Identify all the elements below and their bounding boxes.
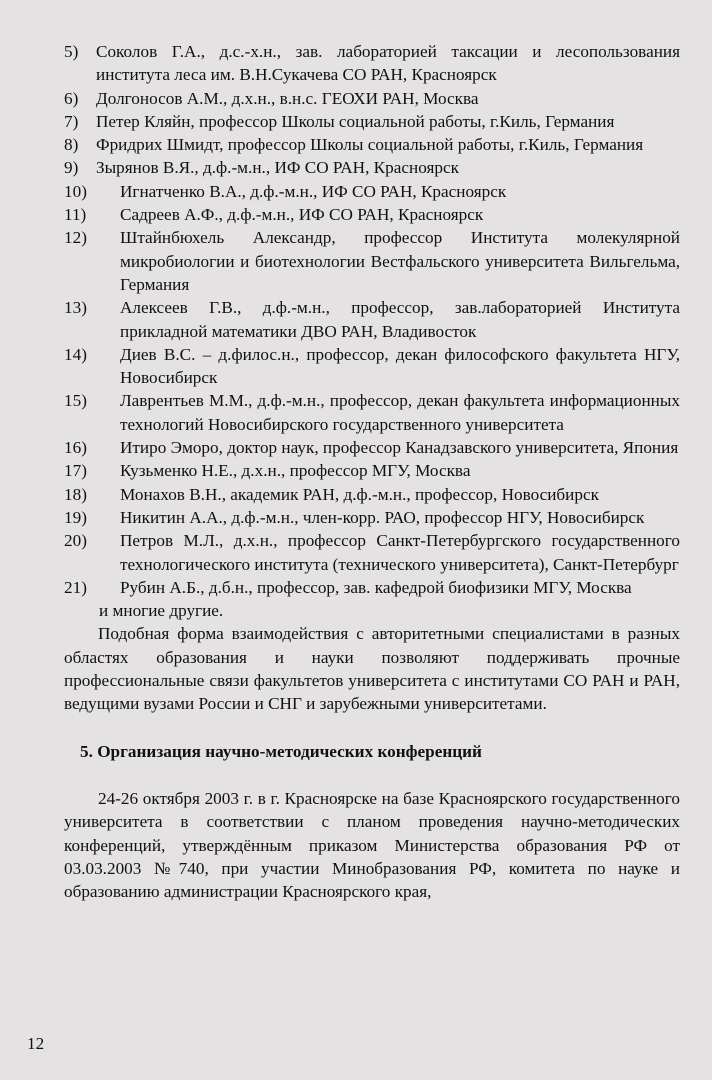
list-item <box>64 87 680 110</box>
list-item-text: Штайнбюхель Александр, профессор Института молекулярной микробиологии и биотехнологии Вестфальского университета Вильгельма, Германия <box>120 228 680 294</box>
list-item-text: Никитин А.А., д.ф.-м.н., член-корр. РАО, профессор НГУ, Новосибирск <box>120 507 645 527</box>
list-item <box>64 40 680 87</box>
list-item <box>64 110 680 133</box>
list-item-text: Диев В.С. – д.филос.н., профессор, декан философского факультета НГУ, Новосибирск <box>120 344 680 388</box>
list-item-number: 12) <box>64 228 87 248</box>
list-item-text: Рубин А.Б., д.б.н., профессор, зав. кафедрой биофизики МГУ, Москва <box>120 577 632 597</box>
list-item <box>64 389 680 436</box>
list-item-number: 13) <box>64 298 87 318</box>
list-item <box>64 506 680 529</box>
list-item-number: 11) <box>64 205 87 225</box>
list-item-text: Лаврентьев М.М., д.ф.-м.н., профессор, декан факультета информационных технологий Новосибирского государственного университета <box>120 391 680 434</box>
paragraph-conference: 24-26 октября 2003 г. в г. Красноярске на базе Красноярского государственного университета в соответствии с планом проведения научно-методических конференций, утверждённым приказом Министерства образования РФ от 03.03.2003 №740, при участии Минобразования РФ, комитета по науке и образованию администрации Красноярского края, <box>64 788 680 902</box>
list-item <box>64 529 680 576</box>
list-item-number: 21) <box>64 577 87 597</box>
list-item-text: Кузьменко Н.Е., д.х.н., профессор МГУ, Москва <box>120 461 471 481</box>
list-item-number: 10) <box>64 181 87 201</box>
list-item <box>64 576 680 599</box>
list-item-number: 17) <box>64 461 87 481</box>
list-item-number: 8) <box>64 135 79 155</box>
list-item <box>64 343 680 390</box>
list-item-number: 20) <box>64 531 87 551</box>
list-item <box>64 459 680 482</box>
list-item-text: Соколов Г.А., д.с.-х.н., зав. лабораторией таксации и лесопользования института леса им. В.Н.Сукачева СО РАН, Красноярск <box>96 42 680 85</box>
list-item-number: 7) <box>64 111 79 131</box>
list-item-number: 15) <box>64 391 87 411</box>
speaker-list <box>64 40 680 599</box>
list-item <box>64 226 680 296</box>
list-item-number: 5) <box>64 42 79 61</box>
list-item-text: Итиро Эморо, доктор наук, профессор Канадзавского университета, Япония <box>120 438 679 458</box>
list-item-text: Долгоносов А.М., д.х.н., в.н.с. ГЕОХИ РАН, Москва <box>96 88 479 108</box>
list-item-text: Фридрих Шмидт, профессор Школы социальной работы, г.Киль, Германия <box>96 135 644 155</box>
list-item <box>64 156 680 179</box>
list-item <box>64 203 680 226</box>
list-item <box>64 133 680 156</box>
list-item-text: Зырянов В.Я., д.ф.-м.н., ИФ СО РАН, Красноярск <box>96 158 459 178</box>
list-item-text: Алексеев Г.В., д.ф.-м.н., профессор, зав.лабораторией Института прикладной математики ДВО РАН, Владивосток <box>120 298 680 341</box>
list-item <box>64 436 680 459</box>
section-heading: 5. Организация научно-методических конференций <box>80 741 482 761</box>
list-item-text: Монахов В.Н., академик РАН, д.ф.-м.н., профессор, Новосибирск <box>120 484 599 504</box>
list-item <box>64 180 680 203</box>
paragraph-collaboration: Подобная форма взаимодействия с авторитетными специалистами в разных областях образования и науки позволяют поддерживать прочные профессиональные связи факультетов университета с институтами СО РАН и РАН, ведущими вузами России и СНГ и зарубежными университетами. <box>64 624 680 714</box>
list-item <box>64 483 680 506</box>
list-item-text: Садреев А.Ф., д.ф.-м.н., ИФ СО РАН, Красноярск <box>120 205 484 225</box>
list-item-text: Игнатченко В.А., д.ф.-м.н., ИФ СО РАН, Красноярск <box>120 181 507 201</box>
list-item-number: 18) <box>64 484 87 504</box>
page-number: 12 <box>27 1034 45 1053</box>
list-tail: и многие другие. <box>99 601 224 621</box>
list-item-number: 16) <box>64 438 87 458</box>
list-item-number: 6) <box>64 88 79 108</box>
list-item <box>64 296 680 343</box>
list-item-number: 9) <box>64 158 79 178</box>
list-item-number: 14) <box>64 344 87 364</box>
list-item-number: 19) <box>64 507 87 527</box>
list-item-text: Петров М.Л., д.х.н., профессор Санкт-Петербургского государственного технологического института (технического университета), Санкт-Петербург <box>120 531 680 574</box>
list-item-text: Петер Кляйн, профессор Школы социальной работы, г.Киль, Германия <box>96 111 615 131</box>
